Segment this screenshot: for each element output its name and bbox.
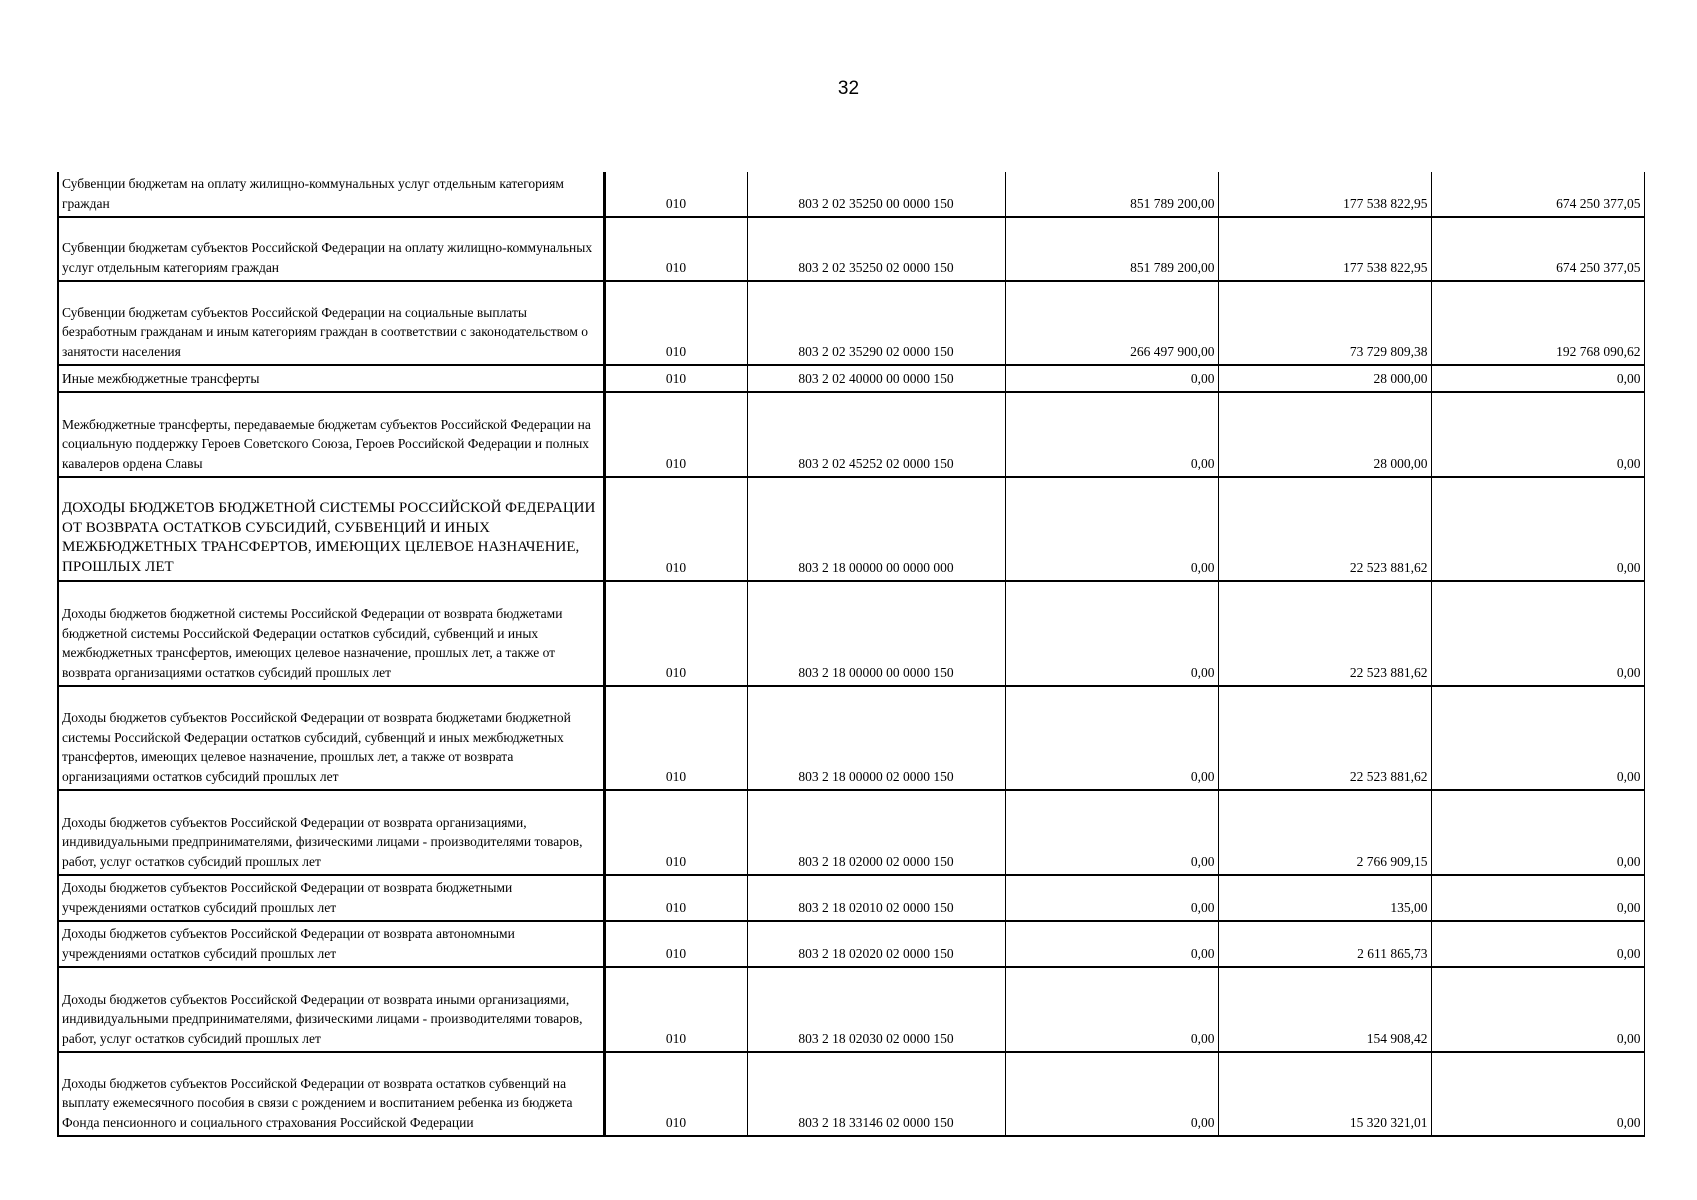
- row-income-code: 803 2 18 02020 02 0000 150: [747, 921, 1005, 967]
- table-row: [58, 875, 1644, 921]
- row-executed: 73 729 809,38: [1218, 281, 1431, 365]
- table-row: [58, 921, 1644, 967]
- row-name: Межбюджетные трансферты, передаваемые бюджетам субъектов Российской Федерации на социальную поддержку Героев Советского Союза, Героев Российской Федерации и полных кавалеров ордена Славы: [58, 392, 604, 477]
- table-row: [58, 217, 1644, 281]
- row-approved: 266 497 900,00: [1005, 281, 1218, 365]
- row-executed: 177 538 822,95: [1218, 217, 1431, 281]
- row-executed: 2 766 909,15: [1218, 790, 1431, 875]
- row-line-code: 010: [604, 686, 747, 790]
- row-approved: 0,00: [1005, 686, 1218, 790]
- row-executed: 22 523 881,62: [1218, 581, 1431, 686]
- row-name: Доходы бюджетов субъектов Российской Федерации от возврата автономными учреждениями остатков субсидий прошлых лет: [58, 921, 604, 967]
- row-approved: 0,00: [1005, 365, 1218, 392]
- row-line-code: 010: [604, 217, 747, 281]
- budget-income-table: [57, 172, 1645, 1137]
- row-approved: 0,00: [1005, 875, 1218, 921]
- row-unexecuted: 0,00: [1431, 921, 1644, 967]
- row-line-code: 010: [604, 790, 747, 875]
- row-line-code: 010: [604, 581, 747, 686]
- row-income-code: 803 2 18 00000 00 0000 000: [747, 477, 1005, 581]
- row-executed: 177 538 822,95: [1218, 172, 1431, 217]
- row-unexecuted: 674 250 377,05: [1431, 217, 1644, 281]
- row-name: Субвенции бюджетам на оплату жилищно-коммунальных услуг отдельным категориям граждан: [58, 172, 604, 217]
- table-row: [58, 1052, 1644, 1136]
- row-approved: 0,00: [1005, 392, 1218, 477]
- row-income-code: 803 2 02 35290 02 0000 150: [747, 281, 1005, 365]
- row-income-code: 803 2 02 45252 02 0000 150: [747, 392, 1005, 477]
- row-approved: 0,00: [1005, 921, 1218, 967]
- row-unexecuted: 0,00: [1431, 581, 1644, 686]
- row-name: Доходы бюджетов субъектов Российской Федерации от возврата бюджетными учреждениями остатков субсидий прошлых лет: [58, 875, 604, 921]
- row-approved: 0,00: [1005, 967, 1218, 1052]
- row-line-code: 010: [604, 1052, 747, 1136]
- row-executed: 15 320 321,01: [1218, 1052, 1431, 1136]
- row-unexecuted: 0,00: [1431, 477, 1644, 581]
- table-row: [58, 581, 1644, 686]
- row-income-code: 803 2 18 00000 00 0000 150: [747, 581, 1005, 686]
- row-unexecuted: 0,00: [1431, 875, 1644, 921]
- row-income-code: 803 2 18 02030 02 0000 150: [747, 967, 1005, 1052]
- row-income-code: 803 2 18 02010 02 0000 150: [747, 875, 1005, 921]
- row-income-code: 803 2 18 02000 02 0000 150: [747, 790, 1005, 875]
- row-executed: 2 611 865,73: [1218, 921, 1431, 967]
- row-line-code: 010: [604, 392, 747, 477]
- table-row: [58, 477, 1644, 581]
- row-name: Доходы бюджетов субъектов Российской Федерации от возврата остатков субвенций на выплату ежемесячного пособия в связи с рождением и воспитанием ребенка из бюджета Фонда пенсионного и социального страхования Российской Федерации: [58, 1052, 604, 1136]
- row-income-code: 803 2 18 00000 02 0000 150: [747, 686, 1005, 790]
- row-executed: 22 523 881,62: [1218, 477, 1431, 581]
- row-approved: 851 789 200,00: [1005, 172, 1218, 217]
- row-name-section-heading: ДОХОДЫ БЮДЖЕТОВ БЮДЖЕТНОЙ СИСТЕМЫ РОССИЙСКОЙ ФЕДЕРАЦИИ ОТ ВОЗВРАТА ОСТАТКОВ СУБСИДИЙ, СУБВЕНЦИЙ И ИНЫХ МЕЖБЮДЖЕТНЫХ ТРАНСФЕРТОВ, ИМЕЮЩИХ ЦЕЛЕВОЕ НАЗНАЧЕНИЕ, ПРОШЛЫХ ЛЕТ: [58, 477, 604, 581]
- row-unexecuted: 0,00: [1431, 1052, 1644, 1136]
- row-approved: 0,00: [1005, 790, 1218, 875]
- row-unexecuted: 0,00: [1431, 790, 1644, 875]
- table-row: [58, 281, 1644, 365]
- table-row: [58, 365, 1644, 392]
- table-row: [58, 790, 1644, 875]
- row-executed: 28 000,00: [1218, 365, 1431, 392]
- row-income-code: 803 2 02 35250 00 0000 150: [747, 172, 1005, 217]
- row-income-code: 803 2 02 35250 02 0000 150: [747, 217, 1005, 281]
- table-row: [58, 392, 1644, 477]
- row-line-code: 010: [604, 875, 747, 921]
- row-line-code: 010: [604, 365, 747, 392]
- row-income-code: 803 2 02 40000 00 0000 150: [747, 365, 1005, 392]
- row-executed: 154 908,42: [1218, 967, 1431, 1052]
- table-row: [58, 967, 1644, 1052]
- row-line-code: 010: [604, 921, 747, 967]
- table-row: [58, 172, 1644, 217]
- row-name: Доходы бюджетов субъектов Российской Федерации от возврата иными организациями, индивидуальными предпринимателями, физическими лицами - производителями товаров, работ, услуг остатков субсидий прошлых лет: [58, 967, 604, 1052]
- row-line-code: 010: [604, 477, 747, 581]
- row-line-code: 010: [604, 172, 747, 217]
- row-unexecuted: 192 768 090,62: [1431, 281, 1644, 365]
- row-unexecuted: 0,00: [1431, 365, 1644, 392]
- row-executed: 135,00: [1218, 875, 1431, 921]
- row-line-code: 010: [604, 281, 747, 365]
- row-name: Субвенции бюджетам субъектов Российской Федерации на социальные выплаты безработным гражданам и иным категориям граждан в соответствии с законодательством о занятости населения: [58, 281, 604, 365]
- row-unexecuted: 674 250 377,05: [1431, 172, 1644, 217]
- row-name: Субвенции бюджетам субъектов Российской Федерации на оплату жилищно-коммунальных услуг отдельным категориям граждан: [58, 217, 604, 281]
- row-approved: 0,00: [1005, 581, 1218, 686]
- page-number: 32: [837, 78, 860, 99]
- row-executed: 28 000,00: [1218, 392, 1431, 477]
- row-line-code: 010: [604, 967, 747, 1052]
- row-income-code: 803 2 18 33146 02 0000 150: [747, 1052, 1005, 1136]
- row-name: Доходы бюджетов субъектов Российской Федерации от возврата бюджетами бюджетной системы Российской Федерации остатков субсидий, субвенций и иных межбюджетных трансфертов, имеющих целевое назначение, прошлых лет, а также от возврата организациями остатков субсидий прошлых лет: [58, 686, 604, 790]
- table-row: [58, 686, 1644, 790]
- row-executed: 22 523 881,62: [1218, 686, 1431, 790]
- row-name: Доходы бюджетов бюджетной системы Российской Федерации от возврата бюджетами бюджетной системы Российской Федерации остатков субсидий, субвенций и иных межбюджетных трансфертов, имеющих целевое назначение, прошлых лет, а также от возврата организациями остатков субсидий прошлых лет: [58, 581, 604, 686]
- row-name: Иные межбюджетные трансферты: [58, 365, 604, 392]
- row-approved: 0,00: [1005, 1052, 1218, 1136]
- row-approved: 851 789 200,00: [1005, 217, 1218, 281]
- row-unexecuted: 0,00: [1431, 392, 1644, 477]
- row-unexecuted: 0,00: [1431, 967, 1644, 1052]
- row-approved: 0,00: [1005, 477, 1218, 581]
- row-name: Доходы бюджетов субъектов Российской Федерации от возврата организациями, индивидуальными предпринимателями, физическими лицами - производителями товаров, работ, услуг остатков субсидий прошлых лет: [58, 790, 604, 875]
- row-unexecuted: 0,00: [1431, 686, 1644, 790]
